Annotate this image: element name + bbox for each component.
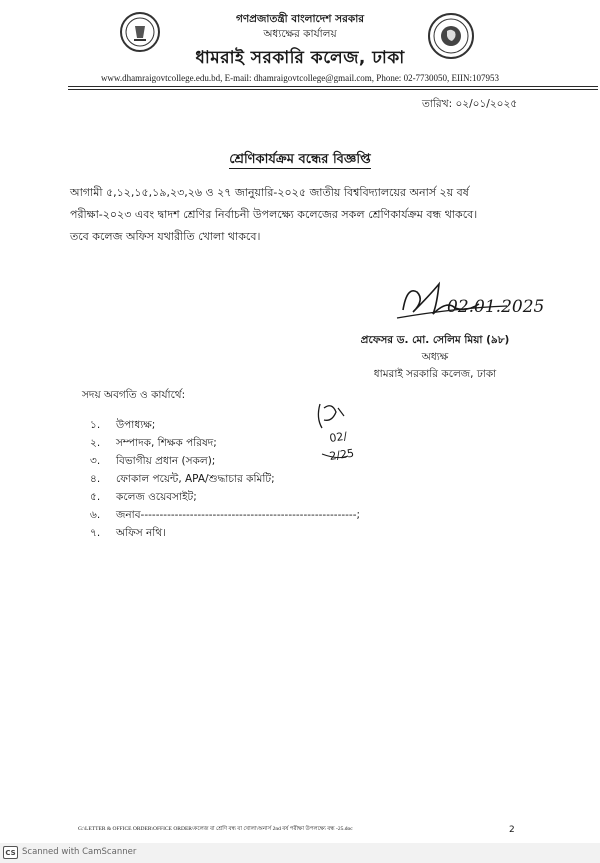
signatory-institution: ধামরাই সরকারি কলেজ, ঢাকা: [373, 368, 497, 380]
office-heading: অধ্যক্ষের কার্যালয়: [263, 28, 337, 40]
government-heading: গণপ্রজাতন্ত্রী বাংলাদেশ সরকার: [235, 13, 365, 25]
list-item: ৫. কলেজ ওয়েবসাইট;: [90, 491, 197, 503]
header-rule-thin: [68, 89, 598, 90]
cc-heading: সদয় অবগতি ও কার্যার্থে:: [82, 389, 186, 401]
handwritten-initial-note: [308, 398, 378, 474]
list-item: ১. উপাধ্যক্ষ;: [90, 419, 156, 431]
initial-date-line1: 02/: [328, 429, 348, 445]
list-item: ২. সম্পাদক, শিক্ষক পরিষদ;: [90, 437, 217, 449]
camscanner-badge: CS: [3, 846, 18, 859]
list-item: ৩. বিভাগীয় প্রধান (সকল);: [90, 455, 216, 467]
body-line-1: আগামী ৫,১২,১৫,১৯,২৩,২৬ ও ২৭ জানুয়ারি-২০২৫ জাতীয় বিশ্ববিদ্যালয়ের অনার্স ২য় বর্ষ: [70, 186, 469, 199]
body-line-2: পরীক্ষা-২০২৩ এবং দ্বাদশ শ্রেণির নির্বাচনী উপলক্ষ্যে কলেজের সকল শ্রেণিকার্যক্রম বন্ধ থাকবে।: [70, 208, 478, 221]
camscanner-watermark: Scanned with CamScanner: [22, 847, 137, 857]
signature-date: 02.01.2025: [447, 297, 545, 317]
notice-title: শ্রেণিকার্যক্রম বন্ধের বিজ্ঞপ্তি: [229, 152, 371, 167]
body-line-3: তবে কলেজ অফিস যথারীতি খোলা থাকবে।: [70, 230, 261, 243]
page-number: 2: [509, 825, 515, 835]
initial-date-line2: 2/25: [328, 446, 355, 463]
contact-line: www.dhamraigovtcollege.edu.bd, E-mail: dhamraigovtcollege@gmail.com, Phone: 02-7730050, EIIN:107953: [100, 73, 500, 83]
list-item: ৬. জনাব---------------------------------------------------------;: [90, 509, 361, 521]
signatory-block: [340, 332, 530, 383]
college-name: ধামরাই সরকারি কলেজ, ঢাকা: [195, 48, 405, 68]
list-item: ৭. অফিস নথি।: [90, 527, 166, 539]
file-path-footer: G:\LETTER & OFFICE ORDER\OFFICE ORDER\কলেজ বা শ্রেণি বন্ধ বা খোলা\অনার্স 2nd বর্ষ পরীক্ষা উপলক্ষ্যে বন্ধ -25.doc: [78, 826, 353, 832]
signatory-name: প্রফেসর ড. মো. সেলিম মিয়া (৯৮): [360, 334, 510, 346]
signatory-designation: অধ্যক্ষ: [421, 351, 449, 363]
principal-signature: [395, 278, 565, 332]
issue-date: তারিখ: ০২/০১/২০২৫: [422, 98, 518, 110]
header-rule: [68, 86, 598, 87]
list-item: ৪. ফোকাল পয়েন্ট, APA/শুদ্ধাচার কমিটি;: [90, 473, 275, 485]
